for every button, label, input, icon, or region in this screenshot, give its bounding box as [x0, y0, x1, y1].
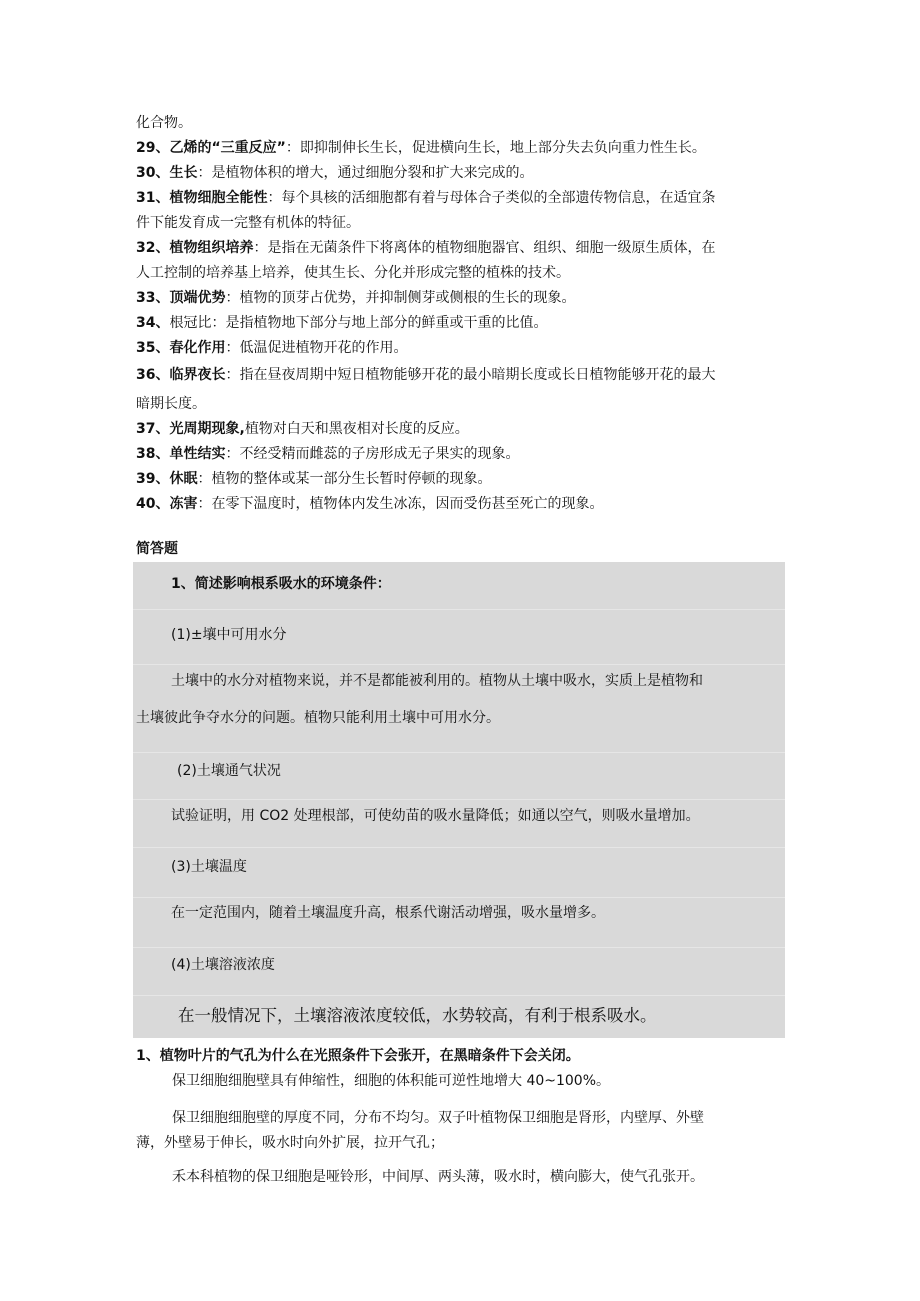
- definition-line: 36、临界夜长：指在昼夜周期中短日植物能够开花的最小暗期长度或长日植物能够开花的最大: [136, 367, 716, 383]
- definition-line: 件下能发育成一完整有机体的特征。: [136, 215, 360, 231]
- answer-paragraph: 保卫细胞细胞壁具有伸缩性，细胞的体积能可逆性地增大 40~100%。: [172, 1073, 611, 1089]
- answer-text: 在一定范围内，随着土壤温度升高，根系代谢活动增强，吸水量增多。: [171, 905, 605, 921]
- definition-line: 人工控制的培养基上培养，使其生长、分化并形成完整的植株的技术。: [136, 265, 570, 281]
- row-divider: [133, 897, 785, 898]
- definition-line: 化合物。: [136, 115, 192, 131]
- definition-line: 38、单性结实：不经受精而雌蕊的子房形成无子果实的现象。: [136, 446, 520, 462]
- answer-paragraph: 保卫细胞细胞壁的厚度不同，分布不均匀。双子叶植物保卫细胞是肾形，内壁厚、外壁: [172, 1110, 704, 1126]
- row-divider: [133, 847, 785, 848]
- definition-line: 35、春化作用：低温促进植物开花的作用。: [136, 340, 408, 356]
- row-divider: [133, 947, 785, 948]
- answer-paragraph: 薄，外壁易于伸长，吸水时向外扩展，拉开气孔；: [136, 1135, 444, 1151]
- question-title: 1、植物叶片的气孔为什么在光照条件下会张开，在黑暗条件下会关闭。: [136, 1048, 580, 1064]
- section-heading: 简答题: [136, 541, 178, 557]
- row-divider: [133, 664, 785, 665]
- definition-line: 40、冻害：在零下温度时，植物体内发生冰冻，因而受伤甚至死亡的现象。: [136, 496, 604, 512]
- answer-paragraph: 禾本科植物的保卫细胞是哑铃形，中间厚、两头薄，吸水时，横向膨大，使气孔张开。: [172, 1169, 704, 1185]
- answer-box: [133, 562, 785, 1038]
- answer-text: 在一般情况下，土壤溶液浓度较低，水势较高，有利于根系吸水。: [178, 1006, 657, 1025]
- subheading: (3)土壤温度: [171, 859, 247, 875]
- question-title: 1、简述影响根系吸水的环境条件：: [171, 576, 391, 592]
- definition-line: 37、光周期现象,植物对白天和黑夜相对长度的反应。: [136, 421, 469, 437]
- definition-line: 30、生长：是植物体积的增大，通过细胞分裂和扩大来完成的。: [136, 165, 534, 181]
- definition-line: 34、根冠比：是指植物地下部分与地上部分的鲜重或干重的比值。: [136, 315, 548, 331]
- row-divider: [133, 609, 785, 610]
- definition-line: 31、植物细胞全能性：每个具核的活细胞都有着与母体合子类似的全部遗传物信息，在适宜条: [136, 190, 716, 206]
- subheading: (4)土壤溶液浓度: [171, 957, 275, 973]
- definition-line: 32、植物组织培养：是指在无菌条件下将离体的植物细胞器官、组织、细胞一级原生质体，在: [136, 240, 716, 256]
- answer-text: 土壤中的水分对植物来说，并不是都能被利用的。植物从土壤中吸水，实质上是植物和: [171, 673, 703, 689]
- answer-text: 土壤彼此争夺水分的问题。植物只能利用土壤中可用水分。: [136, 710, 500, 726]
- row-divider: [133, 799, 785, 800]
- row-divider: [133, 752, 785, 753]
- definition-line: 暗期长度。: [136, 396, 206, 412]
- definition-line: 39、休眠：植物的整体或某一部分生长暂时停顿的现象。: [136, 471, 492, 487]
- subheading: (1)±壤中可用水分: [171, 627, 287, 643]
- row-divider: [133, 995, 785, 996]
- subheading: (2)土壤通气状况: [177, 763, 281, 779]
- definition-line: 29、乙烯的“三重反应”：即抑制伸长生长，促进横向生长，地上部分失去负向重力性生长。: [136, 140, 706, 156]
- answer-text: 试验证明，用 CO2 处理根部，可使幼苗的吸水量降低；如通以空气，则吸水量增加。: [171, 808, 700, 824]
- definition-line: 33、顶端优势：植物的顶芽占优势，并抑制侧芽或侧根的生长的现象。: [136, 290, 576, 306]
